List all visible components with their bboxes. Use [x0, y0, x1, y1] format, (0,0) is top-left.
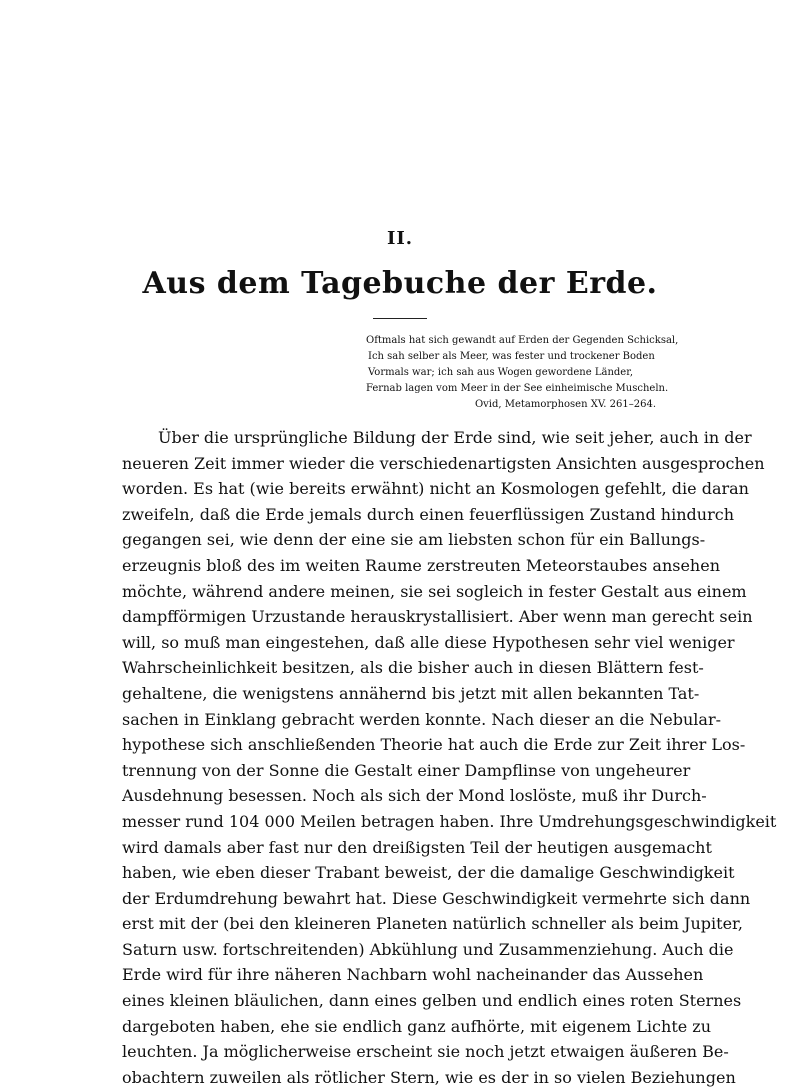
- text-line: möchte, während andere meinen, sie sei sogleich in fester Gestalt aus einem: [122, 581, 747, 601]
- text-line: worden. Es hat (wie bereits erwähnt) nicht an Kosmologen gefehlt, die daran: [122, 479, 749, 499]
- text-line: will, so muß man eingestehen, daß alle diese Hypothesen sehr viel weniger: [122, 632, 735, 652]
- text-line: dargeboten haben, ehe sie endlich ganz aufhörte, mit eigenem Lichte zu: [122, 1016, 712, 1036]
- epigraph-line: Fernab lagen vom Meer in der See einheimische Muscheln.: [366, 383, 669, 394]
- text-line: gegangen sei, wie denn der eine sie am liebsten schon für ein Ballungs-: [122, 530, 706, 550]
- text-line: haben, wie eben dieser Trabant beweist, der die damalige Geschwindigkeit: [122, 863, 735, 883]
- epigraph: [366, 333, 679, 413]
- epigraph-line: Ich sah selber als Meer, was fester und trockener Boden: [368, 351, 655, 362]
- chapter-number: II.: [386, 228, 414, 249]
- text-line: dampfförmigen Urzustande herauskrystallisiert. Aber wenn man gerecht sein: [122, 607, 753, 627]
- epigraph-line: Vormals war; ich sah aus Wogen gewordene Länder,: [368, 367, 634, 378]
- text-line: Über die ursprüngliche Bildung der Erde sind, wie seit jeher, auch in der: [158, 428, 752, 447]
- text-line: zweifeln, daß die Erde jemals durch einen feuerflüssigen Zustand hindurch: [122, 504, 734, 524]
- text-line: gehaltene, die wenigstens annähernd bis jetzt mit allen bekannten Tat-: [122, 683, 700, 703]
- text-line: messer rund 104 000 Meilen betragen haben. Ihre Umdrehungsgeschwindigkeit: [122, 811, 777, 831]
- text-line: wird damals aber fast nur den dreißigsten Teil der heutigen ausgemacht: [122, 837, 712, 857]
- text-line: leuchten. Ja möglicherweise erscheint sie noch jetzt etwaigen äußeren Be-: [122, 1042, 729, 1062]
- text-line: Saturn usw. fortschreitenden) Abkühlung und Zusammenziehung. Auch die: [122, 939, 734, 959]
- text-line: trennung von der Sonne die Gestalt einer Dampflinse von ungeheurer: [122, 760, 691, 780]
- text-line: hypothese sich anschließenden Theorie hat auch die Erde zur Zeit ihrer Los-: [122, 735, 746, 755]
- text-line: der Erdumdrehung bewahrt hat. Diese Geschwindigkeit vermehrte sich dann: [122, 888, 751, 908]
- text-line: erzeugnis bloß des im weiten Raume zerstreuten Meteorstaubes ansehen: [122, 555, 721, 575]
- text-line: Wahrscheinlichkeit besitzen, als die bisher auch in diesen Blättern fest-: [122, 658, 704, 678]
- text-line: eines kleinen bläulichen, dann eines gelben und endlich eines roten Sternes: [122, 991, 742, 1011]
- epigraph-line: Oftmals hat sich gewandt auf Erden der Gegenden Schicksal,: [366, 335, 679, 346]
- title-divider: [373, 318, 427, 319]
- epigraph-source: Ovid, Metamorphosen XV. 261–264.: [474, 399, 656, 410]
- text-line: erst mit der (bei den kleineren Planeten natürlich schneller als beim Jupiter,: [122, 914, 744, 934]
- text-line: Erde wird für ihre näheren Nachbarn wohl nacheinander das Aussehen: [122, 965, 704, 985]
- text-line: neueren Zeit immer wieder die verschiedenartigsten Ansichten ausgesprochen: [122, 453, 765, 473]
- chapter-title: Aus dem Tagebuche der Erde.: [142, 266, 658, 301]
- text-line: obachtern zuweilen als rötlicher Stern, wie es der in so vielen Beziehungen: [122, 1067, 736, 1087]
- text-line: Ausdehnung besessen. Noch als sich der Mond loslöste, muß ihr Durch-: [122, 786, 707, 806]
- text-line: sachen in Einklang gebracht werden konnte. Nach dieser an die Nebular-: [122, 709, 722, 729]
- body-paragraph: [122, 425, 777, 1090]
